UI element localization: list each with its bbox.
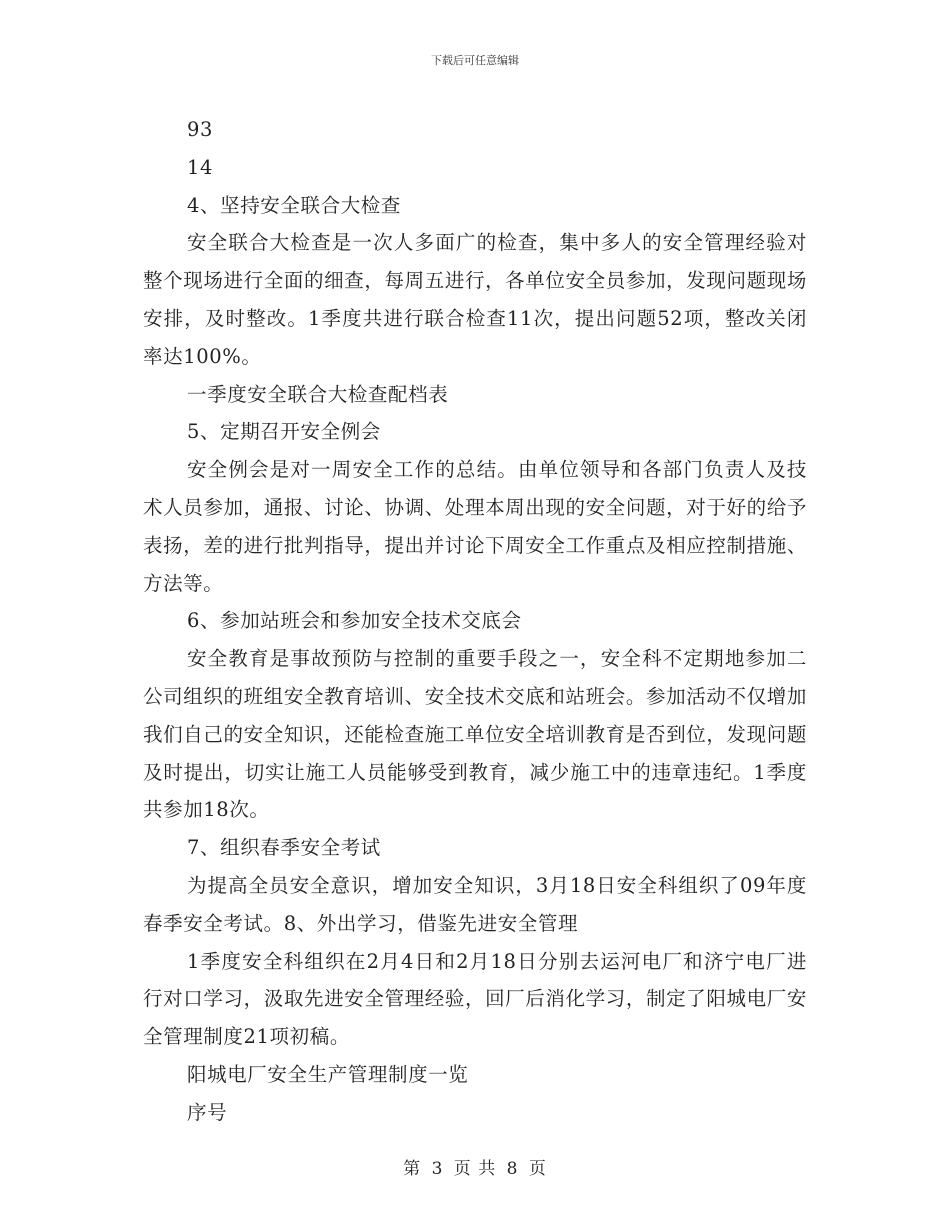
paragraph-safety-meeting: 安全例会是对一周安全工作的总结。由单位领导和各部门负责人及技术人员参加，通报、讨论、协调、处理本周出现的安全问题，对于好的给予表扬，差的进行批判指导，提出并讨论下周安全工作重点及相应控制措施、方法等。 xyxy=(143,458,807,595)
page-header: 下载后可任意编辑 xyxy=(431,54,519,67)
paragraph-safety-education: 安全教育是事故预防与控制的重要手段之一，安全科不定期地参加二公司组织的班组安全教育培训、安全技术交底和站班会。参加活动不仅增加我们自己的安全知识，还能检查施工单位安全培训教育是否到位，发现问题及时提出，切实让施工人员能够受到教育，减少施工中的违章违纪。1季度共参加18次。 xyxy=(143,647,807,822)
document-body xyxy=(143,111,807,1132)
paragraph-spring-exam: 为提高全员安全意识，增加安全知识，3月18日安全科组织了09年度春季安全考试。8、外出学习，借鉴先进安全管理 xyxy=(143,873,807,935)
section-heading-6: 6、参加站班会和参加安全技术交底会 xyxy=(187,609,522,633)
section-heading-4: 4、坚持安全联合大检查 xyxy=(187,193,402,217)
paragraph-number-14: 14 xyxy=(187,155,214,179)
table-caption-regulations: 阳城电厂安全生产管理制度一览 xyxy=(187,1062,469,1086)
paragraph-external-study: 1季度安全科组织在2月4日和2月18日分别去运河电厂和济宁电厂进行对口学习，汲取先进安全管理经验，回厂后消化学习，制定了阳城电厂安全管理制度21项初稿。 xyxy=(143,949,807,1049)
paragraph-joint-inspection: 安全联合大检查是一次人多面广的检查，集中多人的安全管理经验对整个现场进行全面的细查，每周五进行，各单位安全员参加，发现问题现场安排，及时整改。1季度共进行联合检查11次，提出问题52项，整改关闭率达100%。 xyxy=(143,231,807,368)
page-number-middle: 页 共 xyxy=(453,1159,497,1179)
paragraph-number-93: 93 xyxy=(187,118,214,141)
section-heading-7: 7、组织春季安全考试 xyxy=(187,836,381,860)
page-number-total: 8 xyxy=(506,1159,519,1179)
page-number xyxy=(0,1154,950,1179)
page-number-suffix: 页 xyxy=(528,1159,547,1179)
page-number-current: 3 xyxy=(431,1159,444,1179)
table-header-serial: 序号 xyxy=(187,1100,228,1124)
table-caption-inspection: 一季度安全联合大检查配档表 xyxy=(187,382,449,406)
page-number-prefix: 第 xyxy=(403,1159,422,1179)
section-heading-5: 5、定期召开安全例会 xyxy=(187,420,381,444)
